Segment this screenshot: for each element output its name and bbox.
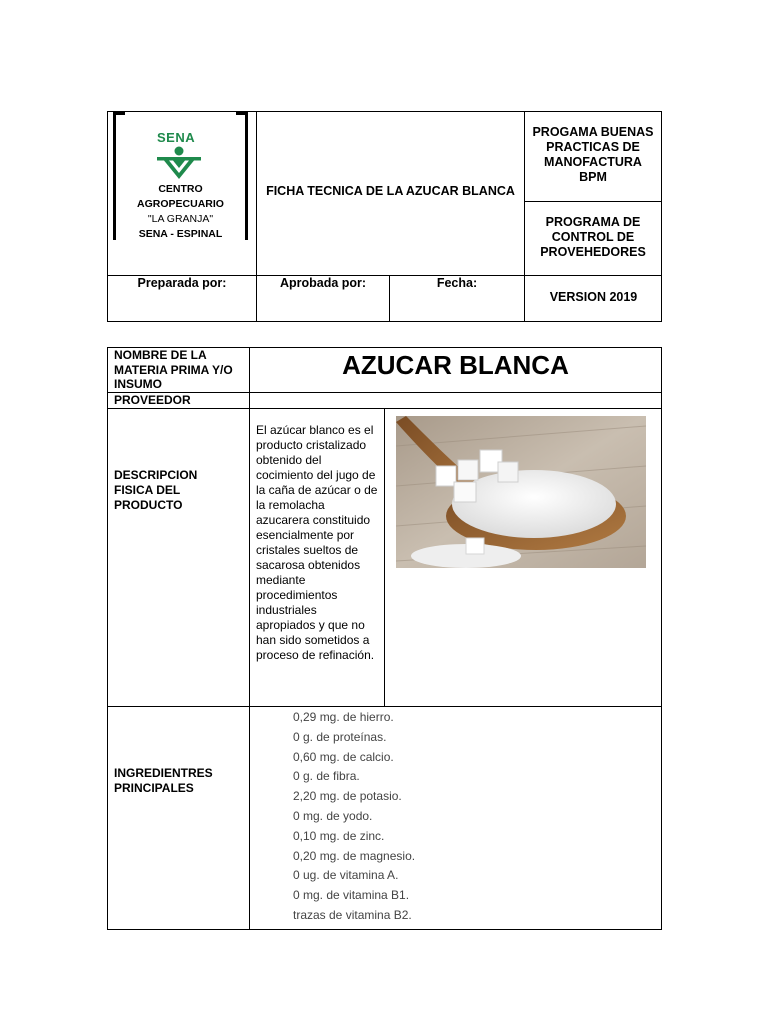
ingredient-item: 2,20 mg. de potasio. [293,789,402,804]
sheet-divider [107,706,662,707]
sena-logo [113,112,248,242]
header-divider [524,201,662,202]
ingredient-item: 0,29 mg. de hierro. [293,710,394,724]
program-control: PROGRAMA DE CONTROL DE PROVEHEDORES [540,215,646,259]
ingredient-item: 0,10 mg. de zinc. [293,828,385,843]
prepared-label: Preparada por: [137,276,227,290]
description-label: DESCRIPCION FISICA DEL PRODUCTO [114,468,198,512]
product-name: AZUCAR BLANCA [342,350,569,380]
supplier-label: PROVEEDOR [114,393,191,407]
sena-logo-icon [155,146,203,180]
ingredient-item: trazas de vitamina B2. [293,907,412,922]
description-text: El azúcar blanco es el producto cristalizado obtenido del cocimiento del jugo de la caña de azúcar o de la remolacha azucarera constituido esencialmente por cristales sueltos de sacarosa obtenidos mediante procedimientos industriales apropiados y que no han sido sometidos a proceso de refinación. [256,423,378,662]
program-bpm: PROGAMA BUENAS PRACTICAS DE MANOFACTURA BPM [532,125,654,184]
document-title: FICHA TECNICA DE LA AZUCAR BLANCA [266,184,515,198]
ingredient-item: 0,60 mg. de calcio. [293,749,394,764]
logo-line: "LA GRANJA" [147,213,214,225]
ingredients-label: INGREDIENTRES PRINCIPALES [114,766,213,795]
ingredient-item: 0 mg. de vitamina B1. [293,888,410,903]
sugar-spoon-photo [396,416,646,568]
ingredients-list [293,708,653,926]
ingredient-item: 0 g. de proteínas. [293,729,387,744]
version-label: VERSION 2019 [549,290,638,304]
sheet-divider [249,347,250,930]
ingredient-item: 0,20 mg. de magnesio. [293,848,416,863]
approved-label: Aprobada por: [279,276,367,290]
ingredient-item: 0 mg. de yodo. [293,808,373,823]
date-label: Fecha: [436,276,478,290]
sheet-divider [384,408,385,706]
ingredient-item: 0 g. de fibra. [293,769,360,784]
logo-line: SENA - ESPINAL [138,228,223,240]
ingredient-item: 0 ug. de vitamina A. [293,868,399,883]
logo-brand: SENA [157,130,196,145]
logo-line: CENTRO [158,183,203,195]
material-name-label: NOMBRE DE LA MATERIA PRIMA Y/O INSUMO [114,348,233,391]
logo-line: AGROPECUARIO [137,198,224,210]
